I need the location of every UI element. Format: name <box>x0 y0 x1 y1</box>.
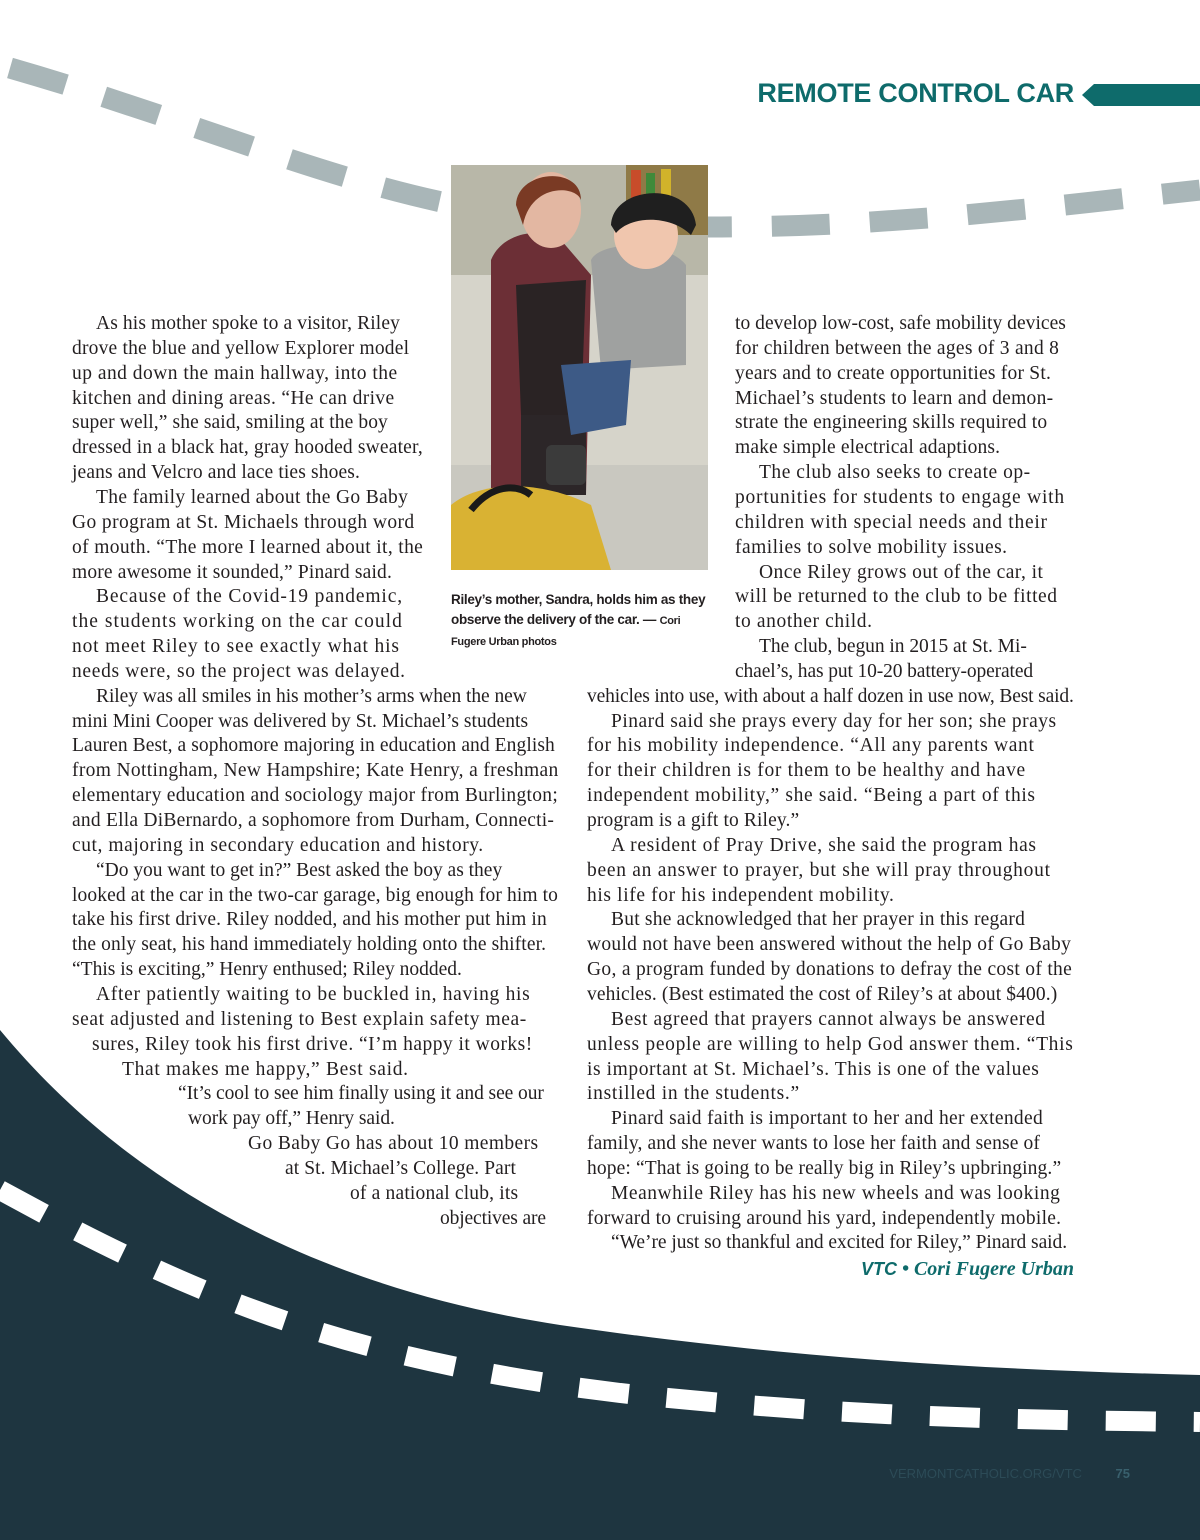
right-line: Pinard said faith is important to her and her extended <box>611 1108 1044 1130</box>
right-line: Best agreed that prayers cannot always be answered <box>611 1008 1046 1030</box>
left-line: Because of the Covid-19 pandemic, <box>96 586 403 608</box>
footer-url[interactable]: VERMONTCATHOLIC.ORG/VTC <box>889 1466 1082 1481</box>
left-line: dressed in a black hat, gray hooded sweater, <box>72 437 423 459</box>
left-line: of mouth. “The more I learned about it, the <box>72 536 424 558</box>
left-line: drove the blue and yellow Explorer model <box>72 337 410 359</box>
left-line: kitchen and dining areas. “He can drive <box>72 387 395 409</box>
article-signature <box>861 1258 1074 1281</box>
page-footer <box>889 1466 1130 1481</box>
left-line: elementary education and sociology major from Burlington; <box>72 785 559 807</box>
right-line: forward to cruising around his yard, independently mobile. <box>587 1207 1062 1229</box>
page-number: 75 <box>1115 1466 1130 1481</box>
right-line: hope: “That is going to be really big in Riley’s upbringing.” <box>587 1157 1062 1179</box>
left-line: from Nottingham, New Hampshire; Kate Henry, a freshman <box>72 760 559 782</box>
right-line: “We’re just so thankful and excited for Riley,” Pinard said. <box>611 1232 1068 1254</box>
right-line: years and to create opportunities for St. <box>735 362 1052 384</box>
right-line: make simple electrical adaptions. <box>735 437 1001 459</box>
right-line: for their children is for them to be healthy and have <box>587 760 1026 782</box>
right-line: for children between the ages of 3 and 8 <box>735 337 1060 359</box>
photo-caption <box>451 590 716 652</box>
right-line: portunities for students to engage with <box>735 486 1065 508</box>
right-line: A resident of Pray Drive, she said the program has <box>611 834 1037 856</box>
right-line: for his mobility independence. “All any parents want <box>587 735 1035 757</box>
left-line: mini Mini Cooper was delivered by St. Michael’s students <box>72 710 529 732</box>
right-line: chael’s, has put 10-20 battery-operated <box>735 660 1033 682</box>
section-title: REMOTE CONTROL CAR <box>757 78 1074 108</box>
left-line: “This is exciting,” Henry enthused; Riley nodded. <box>72 959 462 981</box>
left-line: looked at the car in the two-car garage, big enough for him to <box>72 884 559 906</box>
right-line: But she acknowledged that her prayer in this regard <box>611 909 1026 931</box>
right-line: instilled in the students.” <box>587 1083 800 1105</box>
left-line: work pay off,” Henry said. <box>188 1108 395 1130</box>
left-line: Riley was all smiles in his mother’s arms when the new <box>96 685 527 707</box>
right-line: strate the engineering skills required to <box>735 412 1048 434</box>
left-line: The family learned about the Go Baby <box>96 486 409 508</box>
right-line: Meanwhile Riley has his new wheels and was looking <box>611 1182 1061 1204</box>
right-line: children with special needs and their <box>735 511 1048 533</box>
right-line: independent mobility,” she said. “Being a part of this <box>587 785 1036 807</box>
author-name: Cori Fugere Urban <box>913 1258 1074 1280</box>
left-line: “Do you want to get in?” Best asked the boy as they <box>96 859 503 881</box>
left-line: take his first drive. Riley nodded, and his mother put him in <box>72 909 547 931</box>
left-line: up and down the main hallway, into the <box>72 362 398 384</box>
left-line: That makes me happy,” Best said. <box>122 1058 409 1080</box>
left-line: more awesome it sounded,” Pinard said. <box>72 561 393 583</box>
right-line: would not have been answered without the help of Go Baby <box>587 934 1072 956</box>
right-line: unless people are willing to help God answer them. “This <box>587 1033 1074 1055</box>
left-line: “It’s cool to see him finally using it and see our <box>178 1083 544 1105</box>
publication-name: VTC <box>860 1259 897 1279</box>
left-line: objectives are <box>440 1207 546 1229</box>
left-line: needs were, so the project was delayed. <box>72 660 406 682</box>
left-line: of a national club, its <box>350 1182 519 1204</box>
right-line: vehicles. (Best estimated the cost of Riley’s at about $400.) <box>587 983 1058 1005</box>
article-photo <box>451 165 708 570</box>
left-line: Lauren Best, a sophomore majoring in education and English <box>72 735 555 757</box>
right-line: vehicles into use, with about a half dozen in use now, Best said. <box>587 685 1074 707</box>
photo-credit: Cori Fugere Urban photos <box>451 615 681 648</box>
left-line: the only seat, his hand immediately holding onto the shifter. <box>72 934 547 956</box>
left-line: super well,” she said, smiling at the boy <box>72 412 388 434</box>
right-line: his life for his independent mobility. <box>587 884 895 906</box>
left-line: Go program at St. Michaels through word <box>72 511 415 533</box>
right-line: Pinard said she prays every day for her son; she prays <box>611 710 1057 732</box>
right-line: to develop low-cost, safe mobility devices <box>735 313 1066 334</box>
left-line: After patiently waiting to be buckled in, having his <box>96 983 531 1005</box>
left-line: not meet Riley to see exactly what his <box>72 636 400 658</box>
right-line: Go, a program funded by donations to defray the cost of the <box>587 959 1073 981</box>
left-line: cut, majoring in secondary education and history. <box>72 834 484 856</box>
left-line: the students working on the car could <box>72 611 403 633</box>
right-line: program is a gift to Riley.” <box>587 810 800 831</box>
right-line: The club, begun in 2015 at St. Mi- <box>759 636 1027 658</box>
right-line: families to solve mobility issues. <box>735 536 1008 558</box>
left-line: seat adjusted and listening to Best explain safety mea- <box>72 1008 527 1030</box>
right-line: The club also seeks to create op- <box>759 462 1031 484</box>
left-line: sures, Riley took his first drive. “I’m happy it works! <box>92 1033 533 1055</box>
left-line: and Ella DiBernardo, a sophomore from Durham, Connecti- <box>72 810 555 831</box>
right-line: been an answer to prayer, but she will pray throughout <box>587 859 1051 881</box>
right-line: Michael’s students to learn and demon- <box>735 387 1054 409</box>
left-line: jeans and Velcro and lace ties shoes. <box>72 462 361 484</box>
left-line: Go Baby Go has about 10 members <box>248 1133 539 1155</box>
photo-caption-text: Riley’s mother, Sandra, holds him as they observe the delivery of the car. — <box>451 592 706 627</box>
right-line: family, and she never wants to lose her faith and sense of <box>587 1133 1041 1155</box>
right-line: will be returned to the club to be fitted <box>735 586 1058 608</box>
right-line: is important at St. Michael’s. This is one of the values <box>587 1058 1040 1080</box>
left-line: at St. Michael’s College. Part <box>285 1157 516 1179</box>
right-line: to another child. <box>735 611 873 633</box>
signature-separator: • <box>901 1258 909 1280</box>
left-line: As his mother spoke to a visitor, Riley <box>96 313 400 334</box>
section-tab-marker <box>1082 84 1200 106</box>
right-line: Once Riley grows out of the car, it <box>759 561 1044 583</box>
